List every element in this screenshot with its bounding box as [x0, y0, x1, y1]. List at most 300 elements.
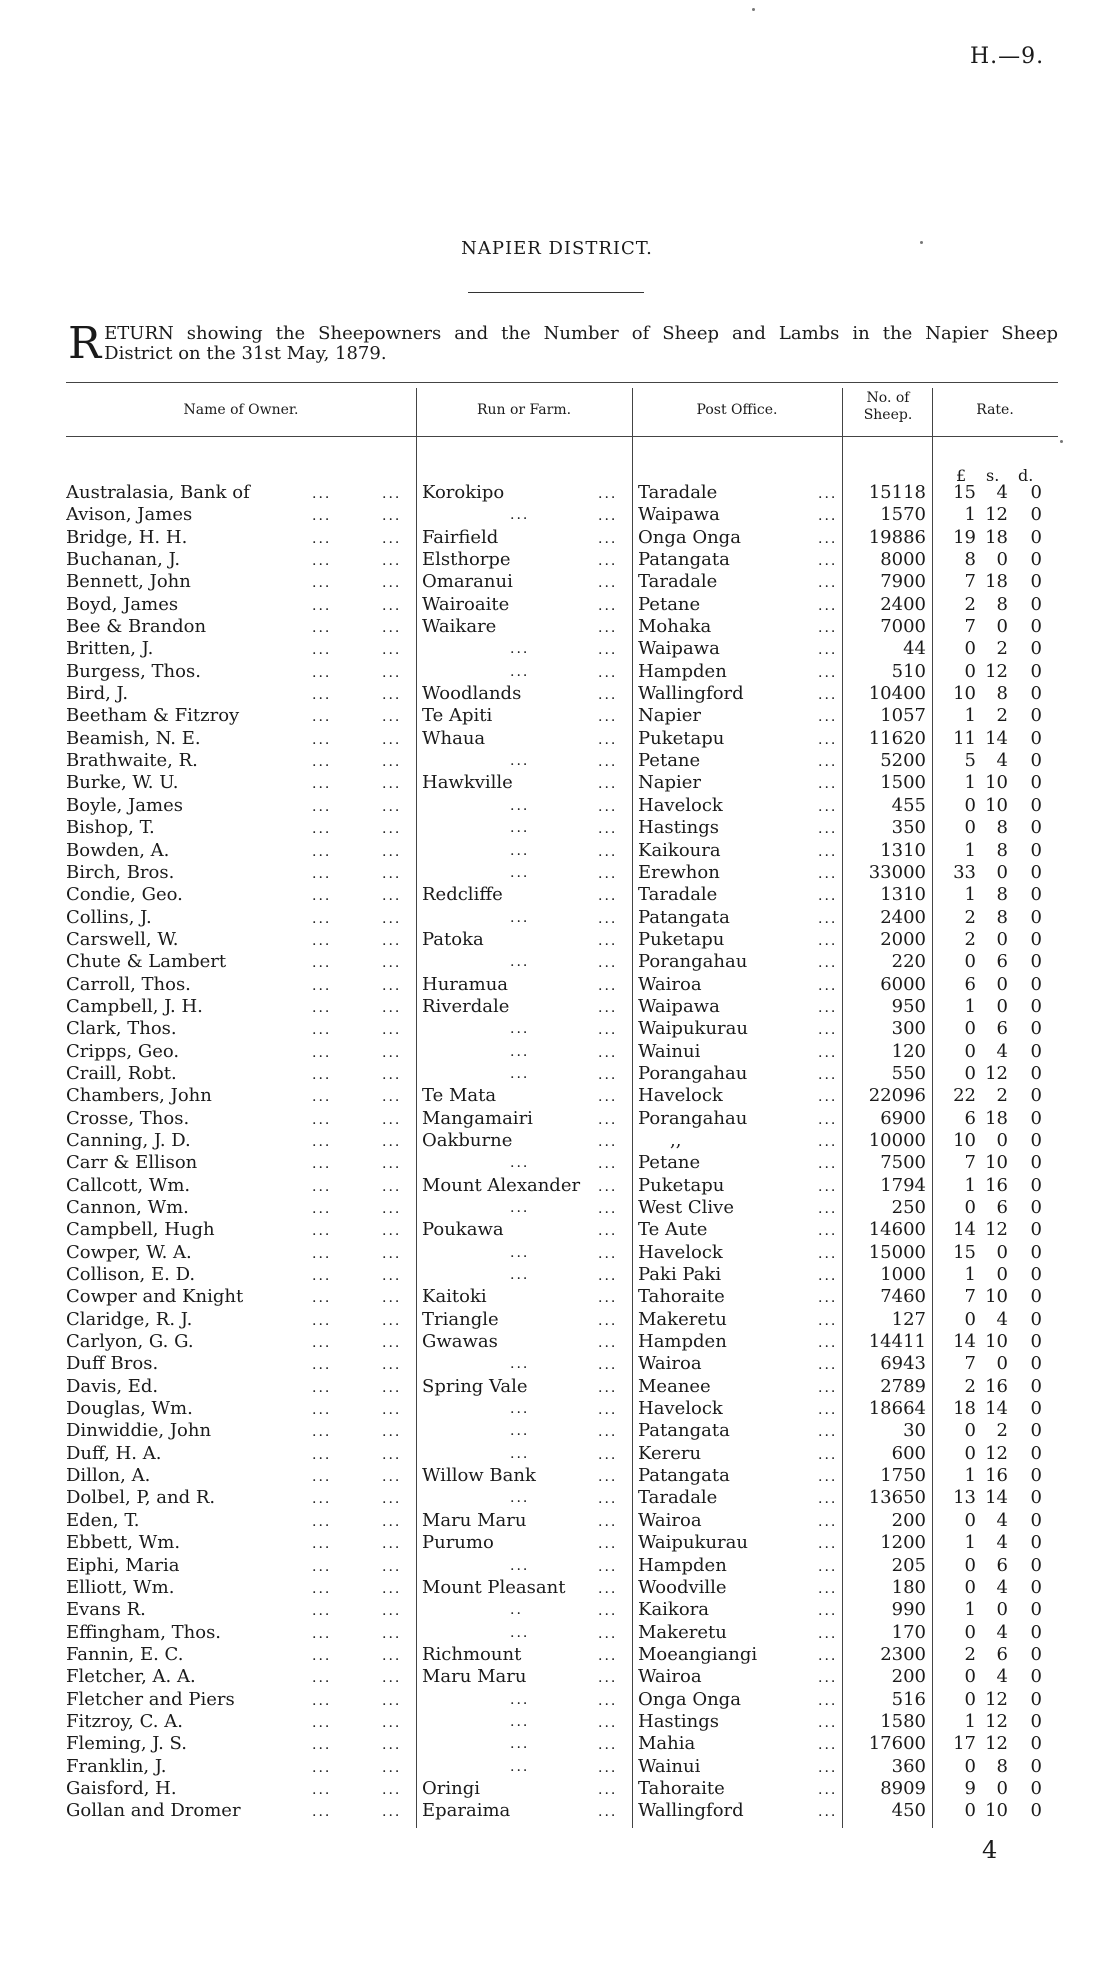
post-office: Tahoraite [638, 1777, 725, 1799]
sheep-count: 950 [891, 995, 926, 1017]
rate-shillings: 16 [985, 1174, 1008, 1196]
leader-dots: ... [818, 1513, 838, 1530]
leader-dots: ... [818, 1268, 838, 1285]
table-row [66, 1778, 1058, 1800]
leader-dots: ... [818, 1491, 838, 1508]
leader-dots: ... [598, 687, 618, 704]
leader-dots: ... [598, 642, 618, 659]
table-row [66, 1130, 1058, 1152]
rate-pounds: 0 [964, 1308, 976, 1330]
table-row [66, 1465, 1058, 1487]
sheep-count: 1057 [880, 705, 926, 727]
rate-pounds: 7 [964, 616, 976, 638]
leader-dots: ... [312, 1268, 332, 1285]
rate-shillings: 10 [985, 1800, 1008, 1822]
rate-pounds: 0 [964, 1621, 976, 1643]
post-office: Waipukurau [638, 1018, 748, 1040]
leader-dots: ... [312, 731, 332, 748]
leader-dots: ... [598, 1290, 618, 1307]
leader-dots: ... [312, 1290, 332, 1307]
table-row [66, 638, 1058, 660]
rate-pounds: 2 [964, 1375, 976, 1397]
leader-dots: ... [312, 1223, 332, 1240]
leader-dots: ... [598, 486, 618, 502]
leader-dots: ... [818, 776, 838, 793]
rate-pence: 0 [1030, 794, 1042, 816]
leader-dots: ... [382, 754, 402, 771]
rate-pence: 0 [1030, 638, 1042, 660]
rate-pounds: 1 [964, 1465, 976, 1487]
rate-pence: 0 [1030, 1710, 1042, 1732]
leader-dots: ... [598, 1066, 618, 1083]
leader-dots: ... [382, 1044, 402, 1061]
leader-dots: ... [312, 798, 332, 815]
post-office: Wairoa [638, 1666, 702, 1688]
rate-pence: 0 [1030, 1733, 1042, 1755]
leader-dots: ... [312, 821, 332, 838]
table-row [66, 527, 1058, 549]
post-office: Taradale [638, 482, 718, 503]
leader-dots: ... [382, 1424, 402, 1441]
leader-dots: ... [382, 865, 402, 882]
run-or-farm: Redcliffe [422, 884, 503, 906]
post-office: Mohaka [638, 616, 712, 638]
leader-dots: ... [312, 1066, 332, 1083]
owner-name: Chute & Lambert [66, 951, 227, 973]
run-or-farm: ... [510, 1200, 530, 1216]
rate-shillings: 4 [996, 1666, 1008, 1688]
rate-shillings: 0 [996, 973, 1008, 995]
rate-shillings: 6 [996, 1643, 1008, 1665]
post-office: Havelock [638, 1085, 723, 1107]
leader-dots: ... [598, 1469, 618, 1486]
leader-dots: ... [598, 1133, 618, 1150]
rate-pence: 0 [1030, 861, 1042, 883]
rate-pence: 0 [1030, 951, 1042, 973]
run-or-farm: Whaua [422, 727, 486, 749]
print-speck [752, 8, 755, 11]
leader-dots: ... [312, 620, 332, 637]
owner-name: Dinwiddie, John [66, 1420, 212, 1442]
sheep-count: 180 [891, 1576, 926, 1598]
rate-pence: 0 [1030, 1107, 1042, 1129]
rate-pounds: 0 [964, 817, 976, 839]
sheep-count: 2300 [880, 1643, 926, 1665]
owner-name: Douglas, Wm. [66, 1398, 193, 1420]
sheep-count: 7460 [880, 1286, 926, 1308]
leader-dots: ... [382, 977, 402, 994]
post-office: Patangata [638, 549, 730, 571]
owner-name: Carr & Ellison [66, 1152, 198, 1174]
owner-name: Avison, James [66, 504, 193, 526]
table-row [66, 1733, 1058, 1755]
leader-dots: ... [818, 709, 838, 726]
rate-pounds: 0 [964, 951, 976, 973]
rate-pounds: 1 [964, 1174, 976, 1196]
rate-pounds: 1 [964, 1532, 976, 1554]
leader-dots: ... [818, 687, 838, 704]
table-row [66, 1063, 1058, 1085]
rate-shillings: 0 [996, 1599, 1008, 1621]
rate-pounds: 2 [964, 593, 976, 615]
sheep-count: 14411 [868, 1331, 926, 1353]
run-or-farm: Patoka [422, 928, 484, 950]
table-row [66, 705, 1058, 727]
leader-dots: ... [382, 1066, 402, 1083]
run-or-farm: Oringi [422, 1777, 480, 1799]
leader-dots: ... [312, 888, 332, 905]
post-office: Puketapu [638, 727, 725, 749]
post-office: Mahia [638, 1733, 696, 1755]
sheep-count: 6900 [880, 1107, 926, 1129]
table-row [66, 1152, 1058, 1174]
rate-shillings: 12 [985, 504, 1008, 526]
leader-dots: ... [818, 821, 838, 838]
run-or-farm: ... [510, 1356, 530, 1373]
leader-dots: ... [818, 1133, 838, 1150]
leader-dots: ... [818, 1290, 838, 1307]
leader-dots: ... [312, 1178, 332, 1195]
owner-name: Beetham & Fitzroy [66, 705, 240, 727]
rate-pence: 0 [1030, 1174, 1042, 1196]
leader-dots: ... [818, 553, 838, 570]
rate-pounds: 6 [964, 1107, 976, 1129]
post-office: Woodville [638, 1576, 727, 1598]
sheep-count: 600 [891, 1442, 926, 1464]
rate-pounds: 0 [964, 1040, 976, 1062]
post-office: Wainui [638, 1040, 701, 1062]
leader-dots: ... [312, 1357, 332, 1374]
owner-name: Australasia, Bank of [66, 482, 250, 503]
rate-shillings: 4 [996, 1040, 1008, 1062]
leader-dots: ... [312, 776, 332, 793]
post-office: Taradale [638, 1487, 718, 1509]
leader-dots: ... [818, 1692, 838, 1709]
rate-pounds: 0 [964, 660, 976, 682]
sheep-count: 1200 [880, 1532, 926, 1554]
sheep-count: 13650 [868, 1487, 926, 1509]
leader-dots: ... [598, 888, 618, 905]
rate-pence: 0 [1030, 1018, 1042, 1040]
leader-dots: ... [598, 999, 618, 1016]
post-office: West Clive [638, 1197, 734, 1218]
post-office: Erewhon [638, 861, 720, 883]
sheep-count: 14600 [868, 1219, 926, 1241]
table-row [66, 1286, 1058, 1308]
leader-dots: ... [818, 1536, 838, 1553]
leader-dots: ... [818, 910, 838, 927]
run-or-farm: ... [510, 797, 530, 814]
leader-dots: ... [598, 1714, 618, 1731]
run-or-farm: ... [510, 1155, 530, 1172]
leader-dots: ... [598, 664, 618, 681]
rate-shillings: 18 [985, 1107, 1008, 1129]
leader-dots: ... [382, 1245, 402, 1262]
table-row [66, 1108, 1058, 1130]
owner-name: Ebbett, Wm. [66, 1532, 181, 1554]
rate-pence: 0 [1030, 1420, 1042, 1442]
rate-pounds: 14 [953, 1331, 976, 1353]
rate-pence: 0 [1030, 1532, 1042, 1554]
sheep-count: 8909 [880, 1777, 926, 1799]
rate-pence: 0 [1030, 750, 1042, 772]
leader-dots: ... [598, 1268, 618, 1285]
leader-dots: ... [818, 1424, 838, 1441]
run-or-farm: ... [510, 1490, 530, 1507]
leader-dots: ... [598, 1513, 618, 1530]
leader-dots: ... [312, 553, 332, 570]
rate-shillings: 18 [985, 526, 1008, 548]
leader-dots: ... [818, 1469, 838, 1486]
owner-name: Davis, Ed. [66, 1375, 159, 1397]
leader-dots: ... [818, 642, 838, 659]
run-or-farm: Te Apiti [422, 705, 493, 727]
leader-dots: ... [598, 1223, 618, 1240]
table-row [66, 1510, 1058, 1532]
run-or-farm: ... [510, 1736, 530, 1753]
post-office: Hampden [638, 660, 727, 682]
post-office: Hampden [638, 1331, 727, 1353]
leader-dots: ... [312, 1737, 332, 1754]
rate-pence: 0 [1030, 1375, 1042, 1397]
owner-name: Bowden, A. [66, 839, 170, 861]
leader-dots: ... [312, 1625, 332, 1642]
table-row [66, 1242, 1058, 1264]
table-row [66, 482, 1058, 504]
owner-name: Carroll, Thos. [66, 973, 191, 995]
leader-dots: ... [312, 1133, 332, 1150]
post-office: Patangata [638, 1465, 730, 1487]
leader-dots: ... [598, 977, 618, 994]
page-title: NAPIER DISTRICT. [461, 238, 653, 259]
sheep-count: 2400 [880, 906, 926, 928]
leader-dots: ... [818, 843, 838, 860]
owner-name: Fitzroy, C. A. [66, 1710, 183, 1732]
sheep-count: 1310 [880, 839, 926, 861]
post-office: Hastings [638, 1710, 720, 1732]
sheep-count: 8000 [880, 549, 926, 571]
leader-dots: ... [598, 1536, 618, 1553]
leader-dots: ... [818, 1402, 838, 1419]
table-row [66, 795, 1058, 817]
rate-pounds: 7 [964, 1152, 976, 1174]
rate-pence: 0 [1030, 1800, 1042, 1822]
rate-pounds: 0 [964, 1576, 976, 1598]
sheep-count: 550 [891, 1062, 926, 1084]
sheep-count: 1750 [880, 1465, 926, 1487]
rate-pence: 0 [1030, 593, 1042, 615]
run-or-farm: Eparaima [422, 1800, 511, 1822]
leader-dots: ... [598, 575, 618, 592]
run-or-farm: ... [510, 820, 530, 837]
leader-dots: ... [598, 1647, 618, 1664]
sheep-count: 7900 [880, 571, 926, 593]
post-office: Porangahau [638, 1107, 748, 1129]
leader-dots: ... [598, 620, 618, 637]
sheep-count: 19886 [868, 526, 926, 548]
drop-cap: R [68, 318, 102, 369]
table-row [66, 1666, 1058, 1688]
rate-shillings: 12 [985, 660, 1008, 682]
rate-pounds: 0 [964, 1420, 976, 1442]
rate-shillings: 10 [985, 1286, 1008, 1308]
post-office: Paki Paki [638, 1264, 722, 1286]
rate-pounds: 1 [964, 1710, 976, 1732]
rate-pence: 0 [1030, 1308, 1042, 1330]
sheep-count: 455 [891, 794, 926, 816]
post-office: Kereru [638, 1442, 702, 1464]
leader-dots: ... [598, 1491, 618, 1508]
table-row [66, 1331, 1058, 1353]
rate-shillings: 2 [996, 638, 1008, 660]
table-row [66, 1197, 1058, 1219]
leader-dots: ... [382, 1357, 402, 1374]
sheep-count: 350 [891, 817, 926, 839]
leader-dots: ... [312, 1111, 332, 1128]
run-or-farm: Mount Alexander [422, 1174, 581, 1196]
leader-dots: ... [818, 508, 838, 525]
post-office: Napier [638, 772, 702, 794]
run-or-farm: Oakburne [422, 1129, 513, 1151]
leader-dots: ... [818, 1245, 838, 1262]
owner-name: Clark, Thos. [66, 1018, 177, 1040]
owner-name: Franklin, J. [66, 1755, 167, 1777]
leader-dots: ... [818, 1804, 838, 1821]
rate-pence: 0 [1030, 549, 1042, 571]
leader-dots: ... [818, 1781, 838, 1798]
rate-pence: 0 [1030, 1264, 1042, 1286]
rate-pounds: 7 [964, 1286, 976, 1308]
run-or-farm: ... [510, 864, 530, 881]
leader-dots: ... [382, 1491, 402, 1508]
leader-dots: ... [818, 1737, 838, 1754]
sheep-count: 10000 [868, 1129, 926, 1151]
rate-pence: 0 [1030, 1576, 1042, 1598]
rate-pounds: 1 [964, 884, 976, 906]
leader-dots: ... [382, 530, 402, 547]
table-row [66, 1800, 1058, 1822]
rate-shillings: 10 [985, 794, 1008, 816]
leader-dots: ... [598, 1603, 618, 1620]
leader-dots: ... [818, 1223, 838, 1240]
owner-name: Fannin, E. C. [66, 1643, 184, 1665]
rate-pounds: 0 [964, 1554, 976, 1576]
sheep-count: 15000 [868, 1241, 926, 1263]
table-row [66, 929, 1058, 951]
leader-dots: ... [818, 486, 838, 502]
run-or-farm: ... [510, 954, 530, 971]
leader-dots: ... [598, 1580, 618, 1597]
leader-dots: ... [382, 1446, 402, 1463]
leader-dots: ... [382, 932, 402, 949]
header-post: Post Office. [696, 402, 778, 418]
table-row [66, 1711, 1058, 1733]
leader-dots: ... [818, 1201, 838, 1217]
leader-dots: ... [382, 1268, 402, 1285]
leader-dots: ... [312, 1603, 332, 1620]
post-office: Meanee [638, 1375, 711, 1397]
owner-name: Cannon, Wm. [66, 1197, 189, 1218]
leader-dots: ... [382, 1625, 402, 1642]
rate-shillings: 0 [996, 928, 1008, 950]
leader-dots: ... [818, 888, 838, 905]
leader-dots: ... [382, 731, 402, 748]
post-office: Waipawa [638, 504, 720, 526]
post-office: Porangahau [638, 1062, 748, 1084]
post-office: Wairoa [638, 973, 702, 995]
table-row [66, 661, 1058, 683]
leader-dots: ... [382, 1714, 402, 1731]
owner-name: Duff Bros. [66, 1353, 159, 1375]
leader-dots: ... [818, 1335, 838, 1352]
table-row [66, 1756, 1058, 1778]
leader-dots: ... [818, 1446, 838, 1463]
leader-dots: ... [818, 1670, 838, 1687]
run-or-farm: Mount Pleasant [422, 1576, 566, 1598]
sheep-count: 510 [891, 660, 926, 682]
sheep-count: 6000 [880, 973, 926, 995]
leader-dots: ... [598, 530, 618, 547]
rate-pence: 0 [1030, 1755, 1042, 1777]
rate-pence: 0 [1030, 1152, 1042, 1174]
table-row [66, 862, 1058, 884]
rate-pounds: 15 [953, 1241, 976, 1263]
sheep-count: 7000 [880, 616, 926, 638]
leader-dots: ... [818, 620, 838, 637]
leader-dots: ... [382, 709, 402, 726]
rate-pounds: 10 [953, 683, 976, 705]
owner-name: Carswell, W. [66, 928, 179, 950]
run-or-farm: Maru Maru [422, 1666, 527, 1688]
table-row [66, 1532, 1058, 1554]
rate-pounds: 0 [964, 1509, 976, 1531]
leader-dots: ... [818, 1603, 838, 1620]
leader-dots: ... [818, 1089, 838, 1106]
leader-dots: ... [818, 664, 838, 681]
leader-dots: ... [312, 1446, 332, 1463]
leader-dots: ... [312, 999, 332, 1016]
run-or-farm: Omaranui [422, 571, 513, 593]
run-or-farm: ... [510, 1267, 530, 1284]
leader-dots: ... [382, 1692, 402, 1709]
rate-shillings: 4 [996, 1308, 1008, 1330]
rate-pounds: 14 [953, 1219, 976, 1241]
rate-shillings: 2 [996, 1420, 1008, 1442]
run-or-farm: Willow Bank [422, 1465, 536, 1487]
rate-pounds: 1 [964, 1599, 976, 1621]
leader-dots: ... [598, 865, 618, 882]
sheep-count: 1580 [880, 1710, 926, 1732]
rate-pence: 0 [1030, 1442, 1042, 1464]
leader-dots: ... [382, 508, 402, 525]
sheep-count: 120 [891, 1040, 926, 1062]
rate-shillings: 16 [985, 1465, 1008, 1487]
post-office: Patangata [638, 1420, 730, 1442]
rate-pence: 0 [1030, 772, 1042, 794]
leader-dots: ... [598, 709, 618, 726]
owner-name: Collins, J. [66, 906, 152, 928]
rate-shillings: 4 [996, 1576, 1008, 1598]
leader-dots: ... [382, 1111, 402, 1128]
rate-pounds: 11 [953, 727, 976, 749]
leader-dots: ... [312, 1759, 332, 1776]
rate-shillings: 0 [996, 1264, 1008, 1286]
owner-name: Fletcher, A. A. [66, 1666, 196, 1688]
run-or-farm: ... [510, 1758, 530, 1775]
rate-pounds: 2 [964, 906, 976, 928]
leader-dots: ... [382, 1379, 402, 1396]
rate-pence: 0 [1030, 526, 1042, 548]
